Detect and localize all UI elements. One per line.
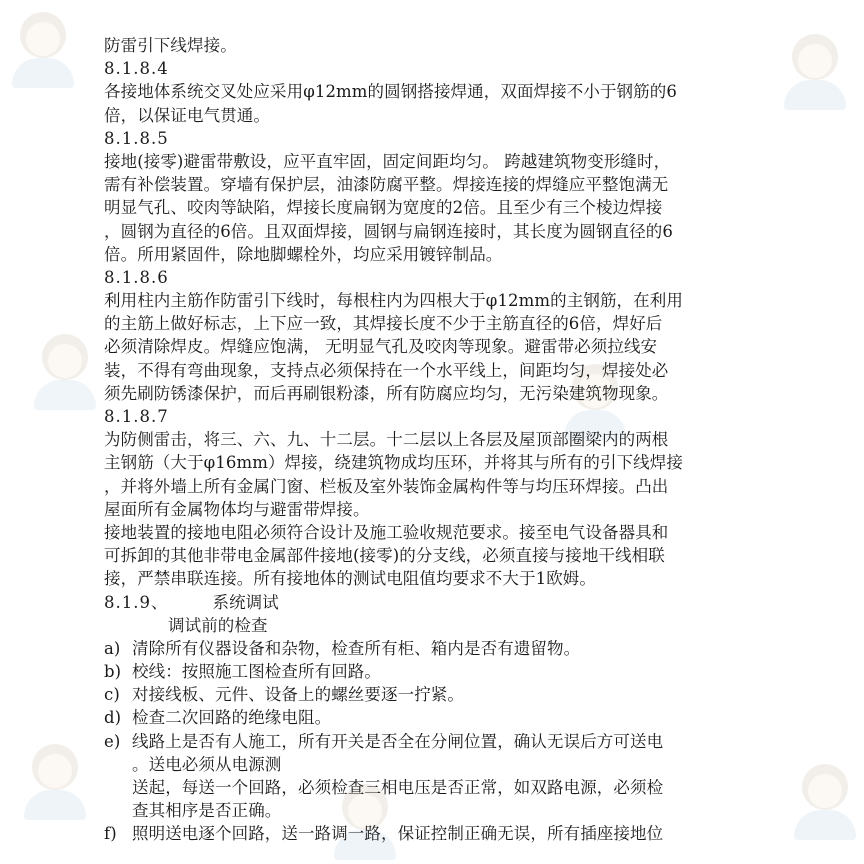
list-item-d [104, 706, 844, 729]
text-line: 接地装置的接地电阻必须符合设计及施工验收规范要求。接至电气设备器具和 [104, 522, 669, 542]
text-line: 利用柱内主筋作防雷引下线时，每根柱内为四根大于φ12mm的主钢筋，在利用 [104, 291, 683, 311]
text-line: 装，不得有弯曲现象，支持点必须保持在一个水平线上，间距均匀，焊接处必 [104, 360, 669, 380]
text-line: 主钢筋（大于φ16mm）焊接，绕建筑物成均压环，并将其与所有的引下线焊接 [104, 453, 683, 473]
list-item-b [104, 660, 844, 683]
list-marker: c) [104, 685, 120, 705]
section-number: 8.1.8.4 [104, 59, 169, 79]
section-heading-title: 系统调试 [212, 592, 279, 612]
list-item-continuation: 送起，每送一个回路，必须检查三相电压是否正常，如双路电源，必须检 [132, 778, 664, 797]
watermark-figure [30, 330, 100, 410]
list-item-f [104, 822, 844, 845]
list-item-text: 校线：按照施工图检查所有回路。 [132, 662, 381, 682]
text-line: 的主筋上做好标志，上下应一致，其焊接长度不少于主筋直径的6倍，焊好后 [104, 314, 663, 334]
list-marker: b) [104, 662, 122, 682]
text-line: 倍。所用紧固件，除地脚螺栓外，均应采用镀锌制品。 [104, 244, 503, 264]
text-line: 可拆卸的其他非带电金属部件接地(接零)的分支线，必须直接与接地干线相联 [104, 546, 665, 566]
text-line: 为防侧雷击，将三、六、九、十二层。十二层以上各层及屋顶部圈梁内的两根 [104, 430, 669, 450]
document-page [104, 34, 844, 846]
list-marker: e) [104, 731, 121, 751]
list-item-e [104, 730, 844, 753]
text-line: 接，严禁串联连接。所有接地体的测试电阻值均要求不大于1欧姆。 [104, 569, 596, 589]
list-marker: d) [104, 708, 122, 728]
text-line: 明显气孔、咬肉等缺陷，焊接长度扁钢为宽度的2倍。且至少有三个棱边焊接 [104, 198, 663, 218]
list-marker: a) [104, 638, 121, 658]
watermark-figure [20, 740, 90, 820]
text-line: 防雷引下线焊接。 [104, 36, 237, 55]
watermark-figure [8, 8, 78, 88]
text-line: 各接地体系统交叉处应采用φ12mm的圆钢搭接焊通，双面焊接不小于钢筋的6 [104, 82, 677, 102]
list-item-text: 对接线板、元件、设备上的螺丝要逐一拧紧。 [132, 685, 464, 705]
text-line: ，并将外墙上所有金属门窗、栏板及室外装饰金属构件等与均压环焊接。凸出 [104, 476, 669, 496]
list-item-text: 检查二次回路的绝缘电阻。 [132, 708, 332, 728]
text-line: ，圆钢为直径的6倍。且双面焊接，圆钢与扁钢连接时，其长度为圆钢直径的6 [104, 221, 673, 241]
section-heading-number: 8.1.9、 [104, 592, 169, 612]
section-number: 8.1.8.6 [104, 267, 169, 287]
text-line: 需有补偿装置。穿墙有保护层，油漆防腐平整。焊接连接的焊缝应平整饱满无 [104, 175, 669, 195]
section-number: 8.1.8.7 [104, 407, 169, 426]
section-number: 8.1.8.5 [104, 128, 169, 148]
list-marker: f) [104, 824, 117, 844]
list-item-text: 照明送电逐个回路，送一路调一路，保证控制正确无误，所有插座接地位 [132, 824, 664, 844]
text-line: 须先刷防锈漆保护，而后再刷银粉漆，所有防腐应均匀，无污染建筑物现象。 [104, 383, 669, 403]
section-subtitle: 调试前的检查 [168, 615, 268, 635]
text-line: 必须清除焊皮。焊缝应饱满， 无明显气孔及咬肉等现象。避雷带必须拉线安 [104, 337, 658, 357]
text-line: 倍，以保证电气贯通。 [104, 105, 270, 125]
section-heading [104, 591, 844, 614]
list-item-text: 线路上是否有人施工，所有开关是否全在分闸位置，确认无误后方可送电 [132, 731, 664, 751]
text-line: 屋面所有金属物体均与避雷带焊接。 [104, 499, 370, 519]
list-item-c [104, 683, 844, 706]
list-item-continuation: 查其相序是否正确。 [132, 801, 282, 821]
list-item-text: 清除所有仪器设备和杂物，检查所有柜、箱内是否有遗留物。 [132, 638, 581, 658]
list-item-a [104, 637, 844, 660]
list-item-continuation: 。送电必须从电源测 [132, 754, 282, 774]
text-line: 接地(接零)避雷带敷设，应平直牢固，固定间距均匀。 跨越建筑物变形缝时， [104, 151, 671, 171]
